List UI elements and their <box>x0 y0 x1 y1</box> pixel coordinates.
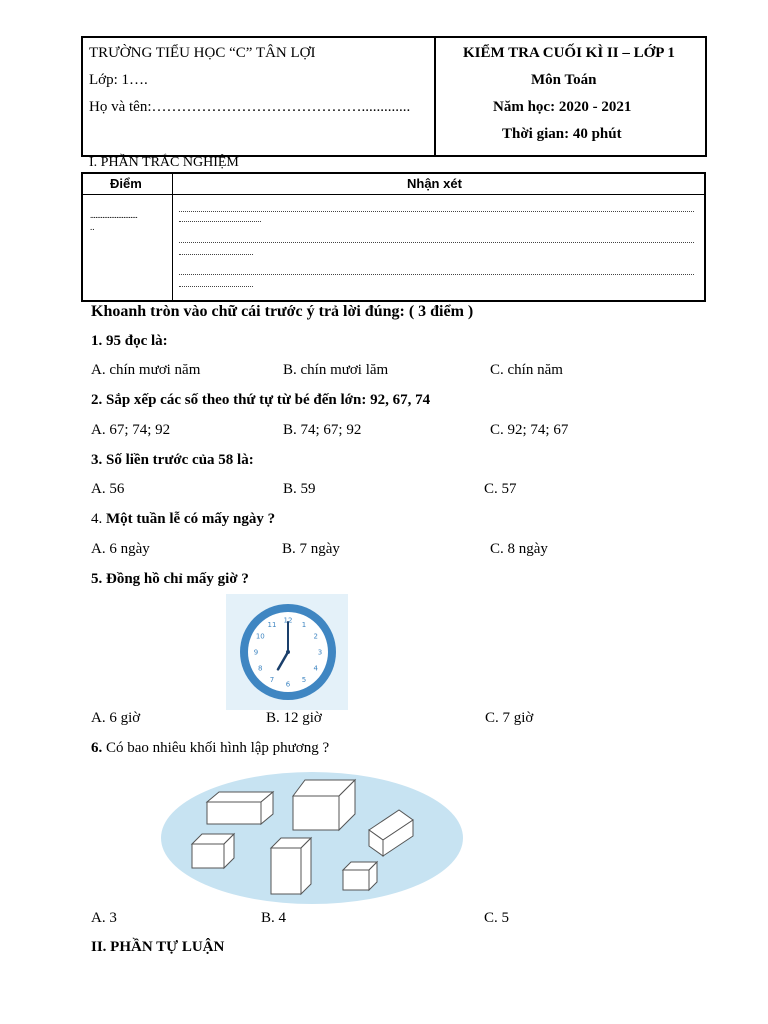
clock-numeral: 10 <box>255 632 265 641</box>
clock-numeral: 2 <box>313 632 318 641</box>
comment-line-3[interactable] <box>179 274 694 275</box>
comment-line-2b <box>179 254 253 255</box>
q3-option-c[interactable]: C. 57 <box>484 481 517 497</box>
score-table-column-line <box>172 174 173 300</box>
clock-numeral: 12 <box>283 616 293 625</box>
q4-option-b[interactable]: B. 7 ngày <box>282 541 340 557</box>
q2-option-a[interactable]: A. 67; 74; 92 <box>91 422 171 438</box>
shapes-illustration <box>161 772 463 904</box>
shape-cube-2 <box>192 834 234 868</box>
school-year: Năm học: 2020 - 2021 <box>493 99 632 115</box>
q3-option-b[interactable]: B. 59 <box>283 481 316 497</box>
clock-center <box>286 650 290 654</box>
clock-numeral: 11 <box>267 620 277 629</box>
class-field: Lớp: 1…. <box>89 72 148 88</box>
comment-line-3b <box>179 286 253 287</box>
instruction: Khoanh tròn vào chữ cái trước ý trả lời đúng: ( 3 điểm ) <box>91 303 474 320</box>
student-name-field: Họ và tên:……………………………………............. <box>89 99 411 115</box>
q2-option-c[interactable]: C. 92; 74; 67 <box>490 422 569 438</box>
question-6-text: Có bao nhiêu khối hình lập phương ? <box>106 740 330 756</box>
q5-option-b[interactable]: B. 12 giờ <box>266 710 322 726</box>
q4-option-c[interactable]: C. 8 ngày <box>490 541 548 557</box>
shape-cube-1 <box>293 780 355 830</box>
exam-subject: Môn Toán <box>531 72 597 88</box>
comment-line-1b <box>179 221 261 222</box>
comment-line-2[interactable] <box>179 242 694 243</box>
question-6 <box>91 740 329 757</box>
clock-numeral: 9 <box>253 648 259 657</box>
clock-icon <box>226 594 348 710</box>
q5-option-a[interactable]: A. 6 giờ <box>91 710 141 726</box>
clock-numeral: 4 <box>313 664 318 673</box>
question-4-number: 4. <box>91 511 103 527</box>
section-2-title: II. PHẦN TỰ LUẬN <box>91 939 225 955</box>
q6-option-b[interactable]: B. 4 <box>261 910 287 926</box>
q1-option-b[interactable]: B. chín mươi lăm <box>283 362 389 378</box>
q5-option-c[interactable]: C. 7 giờ <box>485 710 534 726</box>
clock-numeral: 6 <box>285 680 291 689</box>
exam-title: KIỂM TRA CUỐI KÌ II – LỚP 1 <box>463 45 675 61</box>
clock-numeral: 1 <box>301 620 307 629</box>
question-3: 3. Số liền trước của 58 là: <box>91 452 254 468</box>
comment-column-header: Nhận xét <box>407 176 462 191</box>
clock-numeral: 8 <box>258 664 263 673</box>
q6-option-a[interactable]: A. 3 <box>91 910 117 926</box>
q6-option-c[interactable]: C. 5 <box>484 910 510 926</box>
shape-box-1 <box>207 792 273 824</box>
question-4 <box>91 511 275 528</box>
school-name: TRƯỜNG TIỂU HỌC “C” TÂN LỢI <box>89 45 316 61</box>
question-2: 2. Sắp xếp các số theo thứ tự từ bé đến lớn: 92, 67, 74 <box>91 392 431 408</box>
q4-option-a[interactable]: A. 6 ngày <box>91 541 150 557</box>
shape-prism-1 <box>369 810 413 856</box>
header-divider <box>434 38 436 155</box>
score-blank[interactable]: ........................... <box>90 210 138 220</box>
score-column-header: Điểm <box>110 176 142 191</box>
clock-numeral: 7 <box>269 676 275 685</box>
q1-option-a[interactable]: A. chín mươi năm <box>91 362 201 378</box>
comment-line-1[interactable] <box>179 211 694 212</box>
question-1: 1. 95 đọc là: <box>91 333 168 349</box>
shape-box-2 <box>271 838 311 894</box>
section-1-title: I. PHẦN TRẮC NGHIỆM <box>89 155 239 170</box>
q2-option-b[interactable]: B. 74; 67; 92 <box>283 422 362 438</box>
question-5: 5. Đồng hồ chỉ mấy giờ ? <box>91 571 249 587</box>
score-table <box>81 172 706 302</box>
question-6-number: 6. <box>91 740 103 756</box>
q1-option-c[interactable]: C. chín năm <box>490 362 563 378</box>
question-4-text: Một tuần lễ có mấy ngày ? <box>106 511 276 527</box>
score-table-header-line <box>83 194 704 195</box>
shape-cube-3 <box>343 862 377 890</box>
exam-duration: Thời gian: 40 phút <box>502 126 622 142</box>
q3-option-a[interactable]: A. 56 <box>91 481 125 497</box>
clock-numeral: 5 <box>301 676 307 685</box>
score-blank-2: .. <box>90 222 95 232</box>
clock-numeral: 3 <box>317 648 323 657</box>
